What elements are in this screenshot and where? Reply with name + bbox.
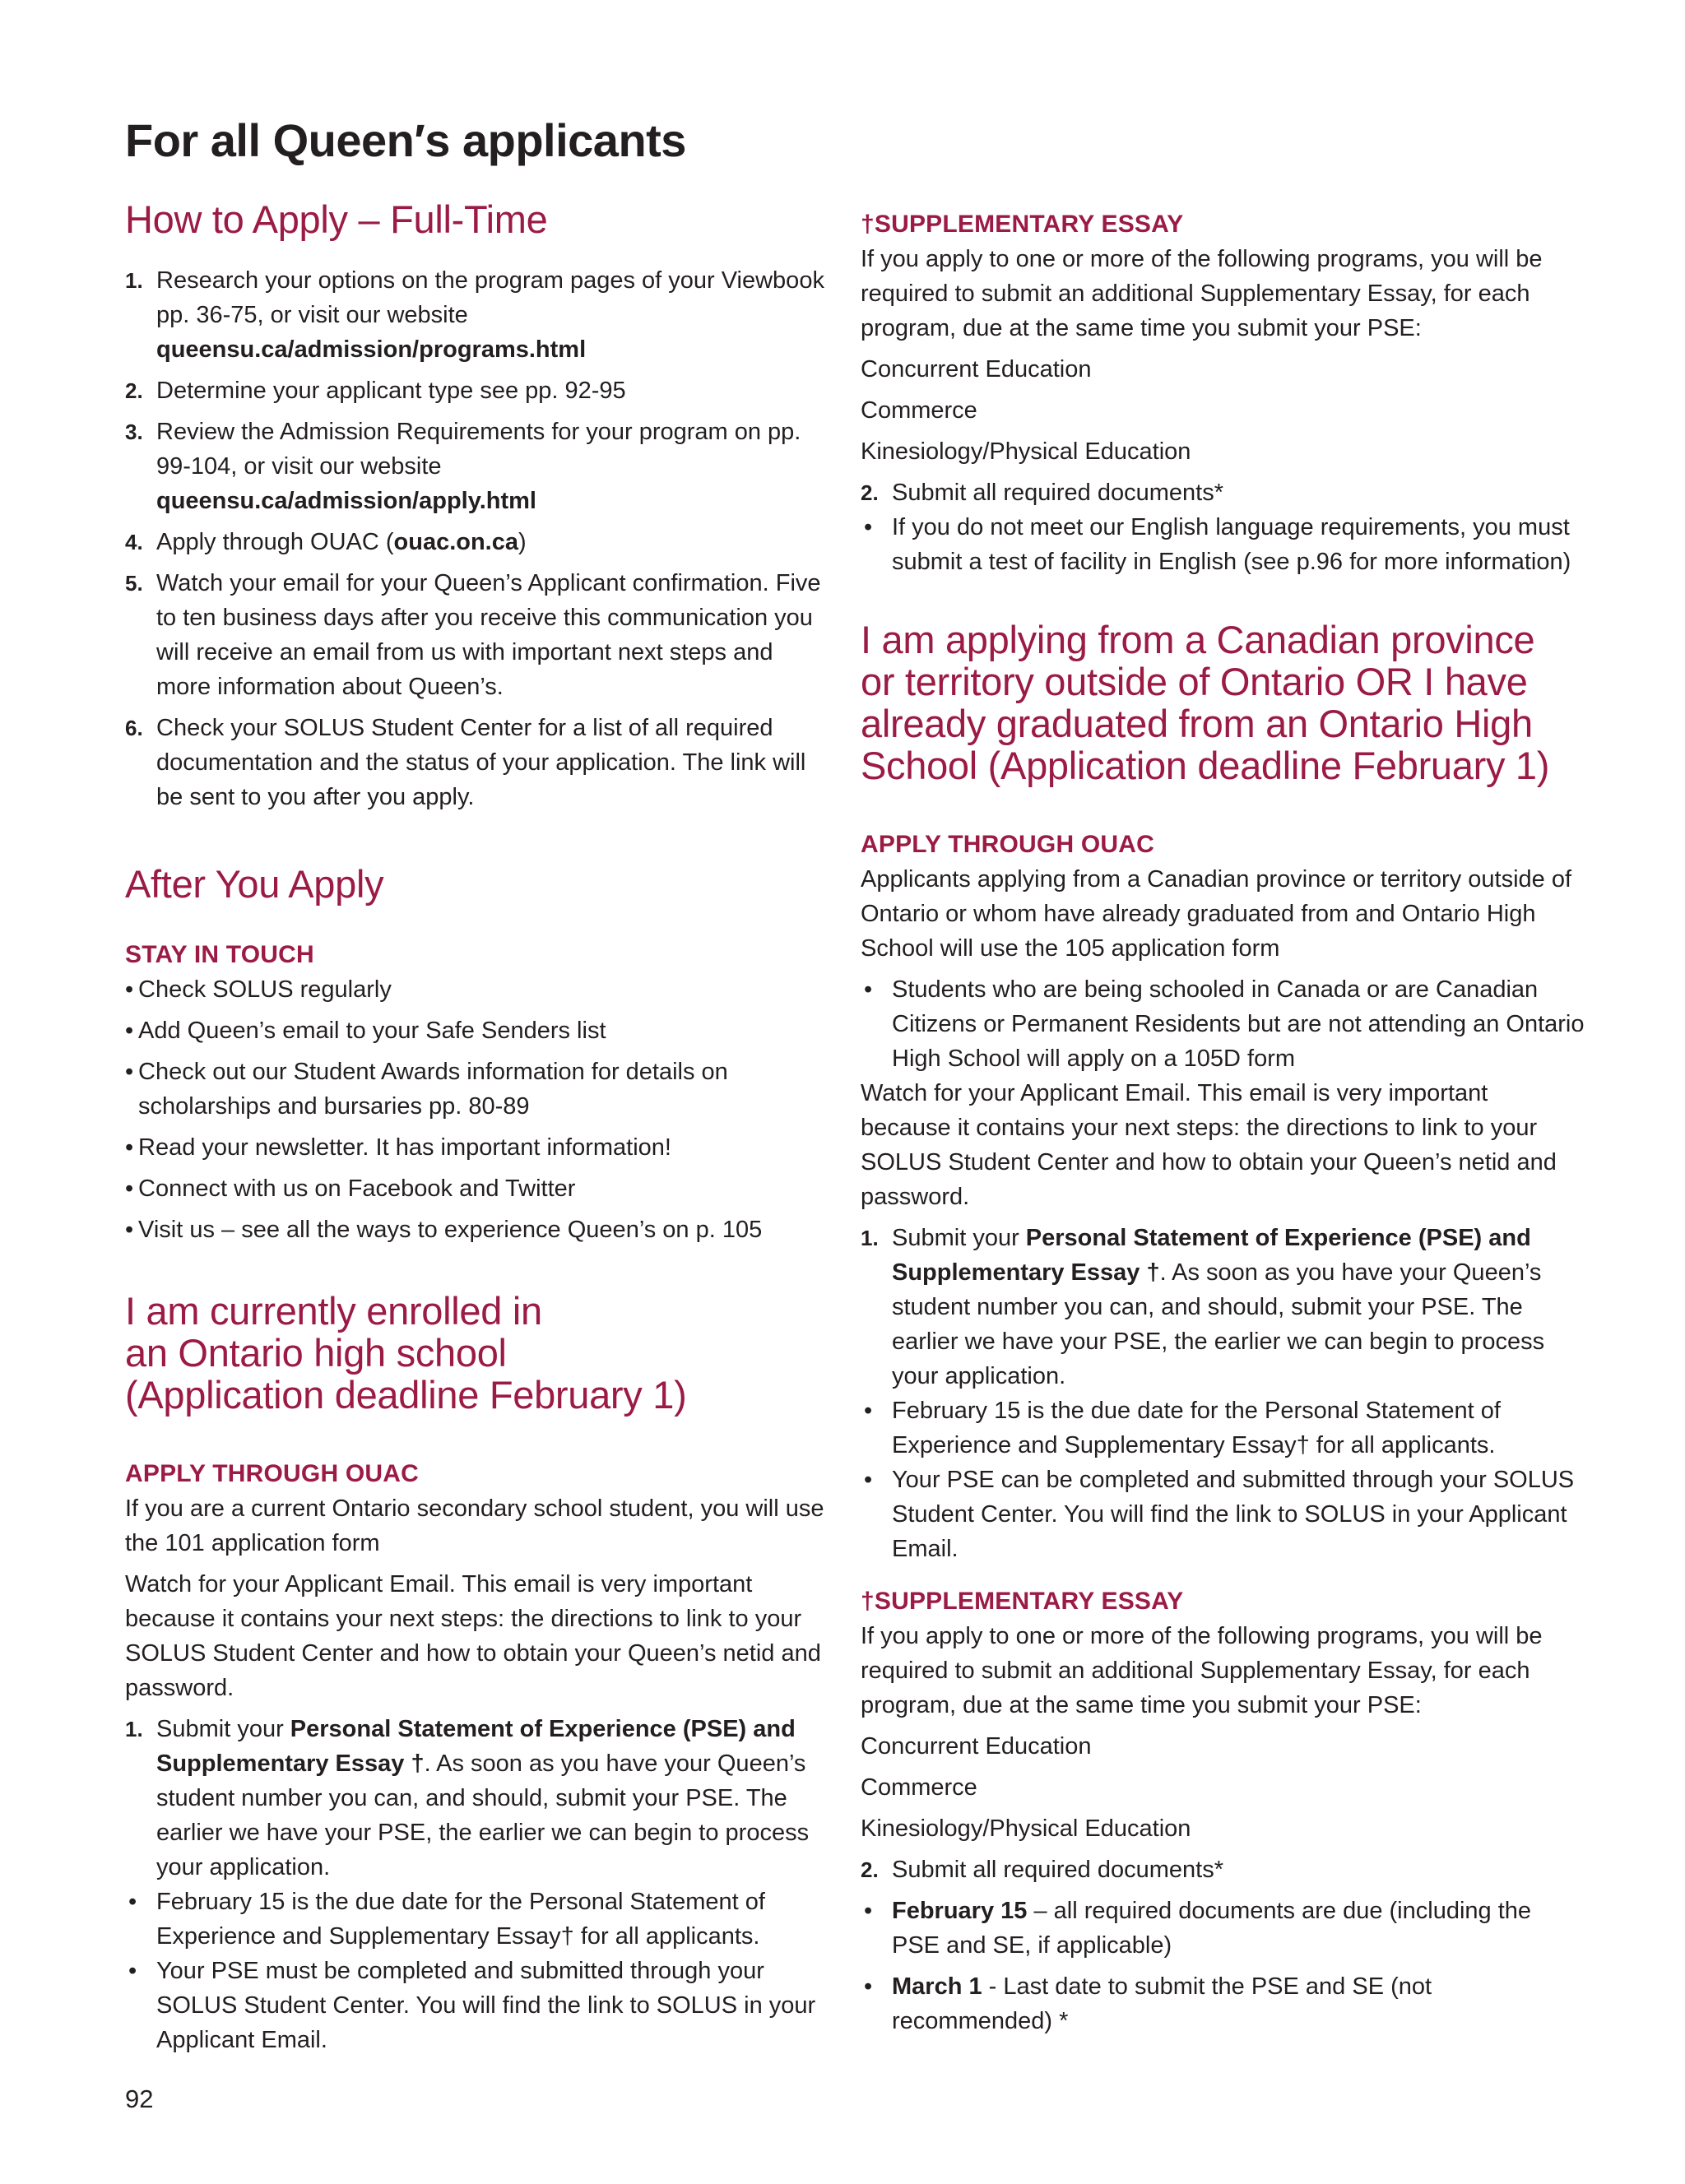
deadline-date: March 1 (892, 1973, 982, 2000)
right-column (861, 207, 1585, 2038)
list-item-text: If you do not meet our English language requirements, you must submit a test of facility in English (see p.96 for more information) (892, 514, 1571, 575)
step-number: 3. (125, 420, 143, 444)
list-item: • Check SOLUS regularly (125, 976, 392, 1003)
list-item (125, 525, 833, 559)
stay-in-touch-list (125, 972, 833, 1247)
list-item (125, 415, 833, 518)
ontario-bullets (125, 1885, 833, 2057)
ontario-steps (125, 1712, 833, 1885)
list-item-text: February 15 is the due date for the Personal Statement of Experience and Supplementary Essay† for all applicants. (156, 1889, 765, 1950)
step-number: 1. (125, 1717, 143, 1741)
list-item (125, 373, 833, 408)
heading-line: (Application deadline February 1) (125, 1373, 687, 1417)
supplementary-essay-heading: †SUPPLEMENTARY ESSAY (861, 211, 1184, 238)
list-item (861, 1852, 1585, 1887)
step-text: Submit your (156, 1716, 290, 1742)
program-item: Concurrent Education (861, 1733, 1092, 1760)
list-item-text: Students who are being schooled in Canada or are Canadian Citizens or Permanent Residents but are not attending an Ontario High School will apply on a 105D form (892, 976, 1585, 1072)
list-item (125, 566, 833, 704)
left-column (125, 197, 833, 2057)
program-item: Kinesiology/Physical Education (861, 438, 1191, 465)
apply-link[interactable]: queensu.ca/admission/apply.html (156, 488, 536, 514)
page-number: 92 (125, 2084, 154, 2113)
page-title: For all Queen′s applicants (125, 114, 686, 166)
step-text: Submit all required documents* (892, 480, 1223, 506)
list-item: • March 1 - Last date to submit the PSE and SE (not recommended) * (864, 1973, 1432, 2034)
deadline-bullets (861, 1894, 1585, 2038)
list-item-text: Visit us – see all the ways to experience Queen’s on p. 105 (138, 1217, 763, 1243)
list-item-text: Add Queen’s email to your Safe Senders list (138, 1018, 606, 1044)
list-item (861, 475, 1585, 510)
step-text: ) (518, 529, 527, 555)
step-number: 5. (125, 571, 143, 596)
step-bold-text: Personal Statement of Experience (PSE) and Supplementary Essay † (156, 1716, 796, 1777)
list-item (861, 1221, 1585, 1393)
outside-ontario-intro: Applicants applying from a Canadian province or territory outside of Ontario or whom have already graduated from and Ontario High School will use the 105 application form (861, 866, 1572, 962)
apply-through-ouac-heading: APPLY THROUGH OUAC (125, 1460, 419, 1487)
step-number: 1. (125, 268, 143, 293)
list-item: • Visit us – see all the ways to experience Queen’s on p. 105 (125, 1217, 763, 1243)
list-item-text: February 15 is the due date for the Personal Statement of Experience and Supplementary Essay† for all applicants. (892, 1398, 1501, 1458)
step-number: 1. (861, 1226, 879, 1250)
how-to-apply-heading: How to Apply – Full-Time (125, 197, 548, 241)
supp-steps (861, 1852, 1585, 1887)
outside-ontario-bullets (861, 1393, 1585, 1566)
step-number: 2. (861, 1857, 879, 1882)
ontario-intro: If you are a current Ontario secondary school student, you will use the 101 application form (125, 1495, 824, 1556)
list-item: • Students who are being schooled in Canada or are Canadian Citizens or Permanent Residents but are not attending an Ontario High School will apply on a 105D form (864, 976, 1585, 1072)
list-item (125, 263, 833, 367)
list-item-text: Your PSE must be completed and submitted through your SOLUS Student Center. You will find the link to SOLUS in your Applicant Email. (156, 1958, 816, 2053)
heading-line: I am currently enrolled in (125, 1289, 542, 1333)
list-item (125, 1712, 833, 1885)
step-text: Submit all required documents* (892, 1857, 1223, 1883)
heading-line: I am applying from a Canadian province (861, 618, 1535, 661)
deadline-text: - Last date to submit the PSE and SE (not recommended) * (892, 1973, 1432, 2034)
stay-in-touch-heading: STAY IN TOUCH (125, 941, 314, 968)
outside-ontario-heading (861, 619, 1585, 786)
deadline-text: – all required documents are due (including the PSE and SE, if applicable) (892, 1898, 1532, 1959)
step-text: Submit your (892, 1225, 1026, 1251)
ouac-link[interactable]: ouac.on.ca (393, 529, 519, 555)
step-text: . As soon as you have your Queen’s student number you can, and should, submit your PSE. The earlier we have your PSE, the earlier we can begin to process your application. (156, 1750, 810, 1880)
step-number: 6. (125, 716, 143, 740)
step-text: Research your options on the program pages of your Viewbook pp. 36-75, or visit our website (156, 267, 824, 328)
supplementary-essay-intro: If you apply to one or more of the following programs, you will be required to submit an additional Supplementary Essay, for each program, due at the same time you submit your PSE: (861, 246, 1543, 341)
list-item-text: Connect with us on Facebook and Twitter (138, 1175, 576, 1202)
apply-through-ouac-heading: APPLY THROUGH OUAC (861, 831, 1154, 858)
step-number: 4. (125, 530, 143, 554)
supplementary-essay-heading: †SUPPLEMENTARY ESSAY (861, 1588, 1184, 1615)
program-item: Commerce (861, 1774, 977, 1801)
supp-steps (861, 475, 1585, 510)
list-item: • Your PSE must be completed and submitted through your SOLUS Student Center. You will find the link to SOLUS in your Applicant Email. (128, 1958, 816, 2053)
program-item: Commerce (861, 397, 977, 424)
ontario-email-note: Watch for your Applicant Email. This email is very important because it contains your next steps: the directions to link to your SOLUS Student Center and how to obtain your Queen’s netid and password. (125, 1571, 821, 1701)
ontario-heading (125, 1290, 833, 1416)
heading-line: an Ontario high school (125, 1331, 507, 1375)
list-item: • Read your newsletter. It has important information! (125, 1134, 671, 1161)
list-item-text: Your PSE can be completed and submitted through your SOLUS Student Center. You will find the link to SOLUS in your Applicant Email. (892, 1467, 1575, 1562)
outside-ontario-email-note: Watch for your Applicant Email. This email is very important because it contains your next steps: the directions to link to your SOLUS Student Center and how to obtain your Queen’s netid and password. (861, 1080, 1557, 1210)
step-text: Determine your applicant type see pp. 92-95 (156, 378, 626, 404)
list-item-text: Check out our Student Awards information for details on scholarships and bursaries pp. 80-89 (138, 1059, 728, 1120)
list-item: • February 15 is the due date for the Personal Statement of Experience and Supplementary Essay† for all applicants. (864, 1398, 1501, 1458)
list-item: • Check out our Student Awards information for details on scholarships and bursaries pp. 80-89 (125, 1059, 728, 1120)
step-number: 2. (861, 480, 879, 505)
list-item-text: Read your newsletter. It has important information! (138, 1134, 671, 1161)
heading-line: School (Application deadline February 1) (861, 744, 1550, 787)
heading-line: already graduated from an Ontario High (861, 702, 1533, 745)
list-item: • Your PSE can be completed and submitted through your SOLUS Student Center. You will find the link to SOLUS in your Applicant Email. (864, 1467, 1575, 1562)
list-item (125, 711, 833, 814)
step-number: 2. (125, 378, 143, 403)
programs-link[interactable]: queensu.ca/admission/programs.html (156, 336, 587, 363)
step-bold-text: Personal Statement of Experience (PSE) and Supplementary Essay † (892, 1225, 1531, 1286)
english-requirement-bullets (861, 510, 1585, 579)
step-text: Apply through OUAC ( (156, 529, 394, 555)
after-you-apply-heading: After You Apply (125, 862, 384, 906)
list-item: • February 15 is the due date for the Personal Statement of Experience and Supplementary Essay† for all applicants. (128, 1889, 765, 1950)
step-text: Review the Admission Requirements for your program on pp. 99-104, or visit our website (156, 419, 801, 480)
list-item: • If you do not meet our English language requirements, you must submit a test of facility in English (see p.96 for more information) (864, 514, 1571, 575)
deadline-date: February 15 (892, 1898, 1028, 1924)
how-to-apply-steps (125, 263, 833, 814)
heading-line: or territory outside of Ontario OR I have (861, 660, 1528, 703)
form-105d-bullets (861, 972, 1585, 1076)
program-item: Concurrent Education (861, 356, 1092, 383)
step-text: Watch your email for your Queen’s Applicant confirmation. Five to ten business days after you receive this communication you will receive an email from us with important next steps and more information about Queen’s. (156, 570, 821, 700)
outside-ontario-steps (861, 1221, 1585, 1393)
supplementary-essay-intro: If you apply to one or more of the following programs, you will be required to submit an additional Supplementary Essay, for each program, due at the same time you submit your PSE: (861, 1623, 1543, 1718)
program-item: Kinesiology/Physical Education (861, 1815, 1191, 1842)
list-item: • Connect with us on Facebook and Twitter (125, 1175, 576, 1202)
list-item-text: Check SOLUS regularly (138, 976, 392, 1003)
list-item: • February 15 – all required documents are due (including the PSE and SE, if applicable) (864, 1898, 1532, 1959)
step-text: . As soon as you have your Queen’s student number you can, and should, submit your PSE. The earlier we have your PSE, the earlier we can begin to process your application. (892, 1259, 1545, 1389)
list-item: • Add Queen’s email to your Safe Senders list (125, 1018, 606, 1044)
step-text: Check your SOLUS Student Center for a list of all required documentation and the status of your application. The link will be sent to you after you apply. (156, 715, 806, 810)
